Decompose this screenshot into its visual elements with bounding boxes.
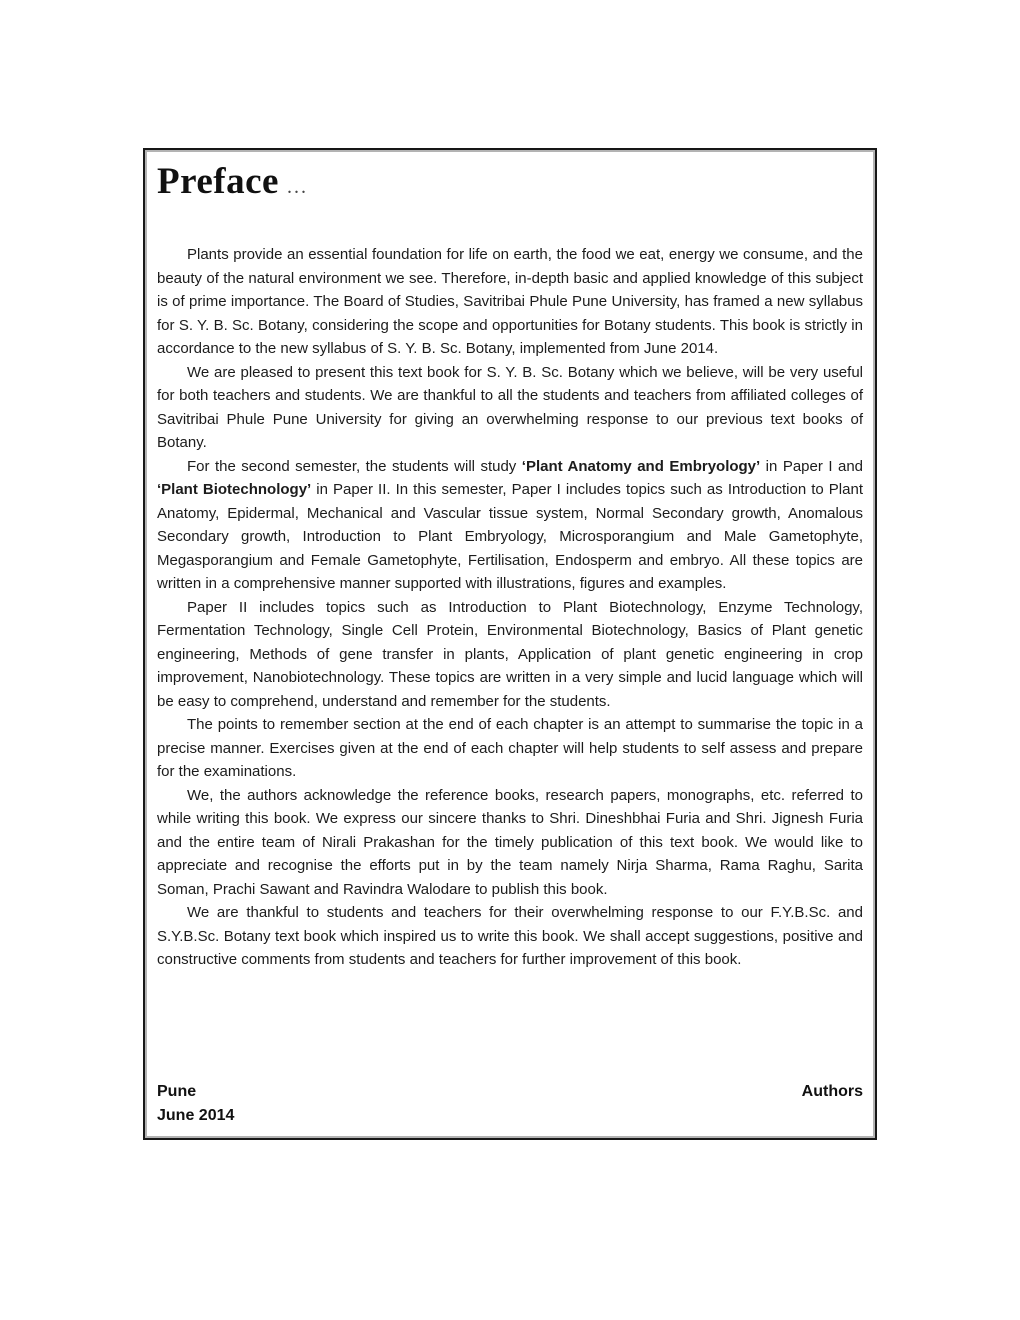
paragraph-text: We are thankful to students and teachers for their overwhelming response to our F.Y.B.Sc. and S.Y.B.Sc. Botany text book which inspired us to write this book. We shall accept suggestions, positive and constructive comments from students and teachers for further improvement of this book. bbox=[157, 904, 863, 968]
page-title bbox=[157, 160, 863, 211]
footer bbox=[157, 1080, 863, 1130]
page-title-text: Preface bbox=[157, 161, 279, 202]
paragraph-bold-text: ‘Plant Anatomy and Embryology’ bbox=[521, 457, 761, 475]
footer-place: Pune bbox=[157, 1083, 197, 1100]
page-title-dots: ... bbox=[286, 176, 308, 198]
paragraph-text: We, the authors acknowledge the reference books, research papers, monographs, etc. referred to while writing this book. We express our sincere thanks to Shri. Dineshbhai Furia and Shri. Jignesh Furia and the entire team of Nirali Prakashan for the timely publication of this text book. We would like to appreciate and recognise the efforts put in by the team namely Nirja Sharma, Rama Raghu, Sarita Soman, Prachi Sawant and Ravindra Walodare to publish this book. bbox=[157, 786, 863, 898]
paragraph bbox=[157, 713, 863, 784]
paragraph bbox=[157, 455, 863, 596]
paragraph-text: We are pleased to present this text book for S. Y. B. Sc. Botany which we believe, will be very useful for both teachers and students. We are thankful to all the students and teachers from affiliated colleges of Savitribai Phule Pune University for giving an overwhelming response to our previous text books of Botany. bbox=[157, 363, 863, 451]
paragraph-text: For the second semester, the students will study bbox=[187, 457, 522, 475]
paragraph bbox=[157, 784, 863, 902]
footer-authors: Authors bbox=[801, 1083, 863, 1100]
preface-page bbox=[143, 148, 877, 1140]
paragraph-text: in Paper II. In this semester, Paper I includes topics such as Introduction to Plant Anatomy, Epidermal, Mechanical and Vascular tissue system, Normal Secondary growth, Anomalous Secondary growth, Introduction to Plant Embryology, Microsporangium and Male Gametophyte, Megasporangium and Female Gametophyte, Fertilisation, Endosperm and embryo. All these topics are written in a comprehensive manner supported with illustrations, figures and examples. bbox=[157, 481, 863, 592]
paragraph-text: The points to remember section at the end of each chapter is an attempt to summarise the topic in a precise manner. Exercises given at the end of each chapter will help students to self assess and prepare for the examinations. bbox=[157, 716, 863, 780]
paragraph bbox=[157, 243, 863, 361]
paragraph-text: Plants provide an essential foundation for life on earth, the food we eat, energy we consume, and the beauty of the natural environment we see. Therefore, in-depth basic and applied knowledge of this subject is of prime importance. The Board of Studies, Savitribai Phule Pune University, has framed a new syllabus for S. Y. B. Sc. Botany, considering the scope and opportunities for Botany students. This book is strictly in accordance to the new syllabus of S. Y. B. Sc. Botany, implemented from June 2014. bbox=[157, 246, 863, 357]
paragraph bbox=[157, 361, 863, 455]
paragraph bbox=[157, 596, 863, 714]
footer-date: June 2014 bbox=[157, 1107, 235, 1124]
paragraph bbox=[157, 901, 863, 972]
preface-body bbox=[157, 243, 863, 972]
paragraph-text: Paper II includes topics such as Introduction to Plant Biotechnology, Enzyme Technology, Fermentation Technology, Single Cell Protein, Environmental Biotechnology, Basics of Plant genetic engineering, Methods of gene transfer in plants, Application of plant genetic engineering in crop improvement, Nanobiotechnology. These topics are written in a very simple and lucid language which will be easy to comprehend, understand and remember for the students. bbox=[157, 598, 863, 710]
paragraph-bold-text: ‘Plant Biotechnology’ bbox=[157, 481, 312, 498]
paragraph-text: in Paper I and bbox=[760, 457, 863, 475]
